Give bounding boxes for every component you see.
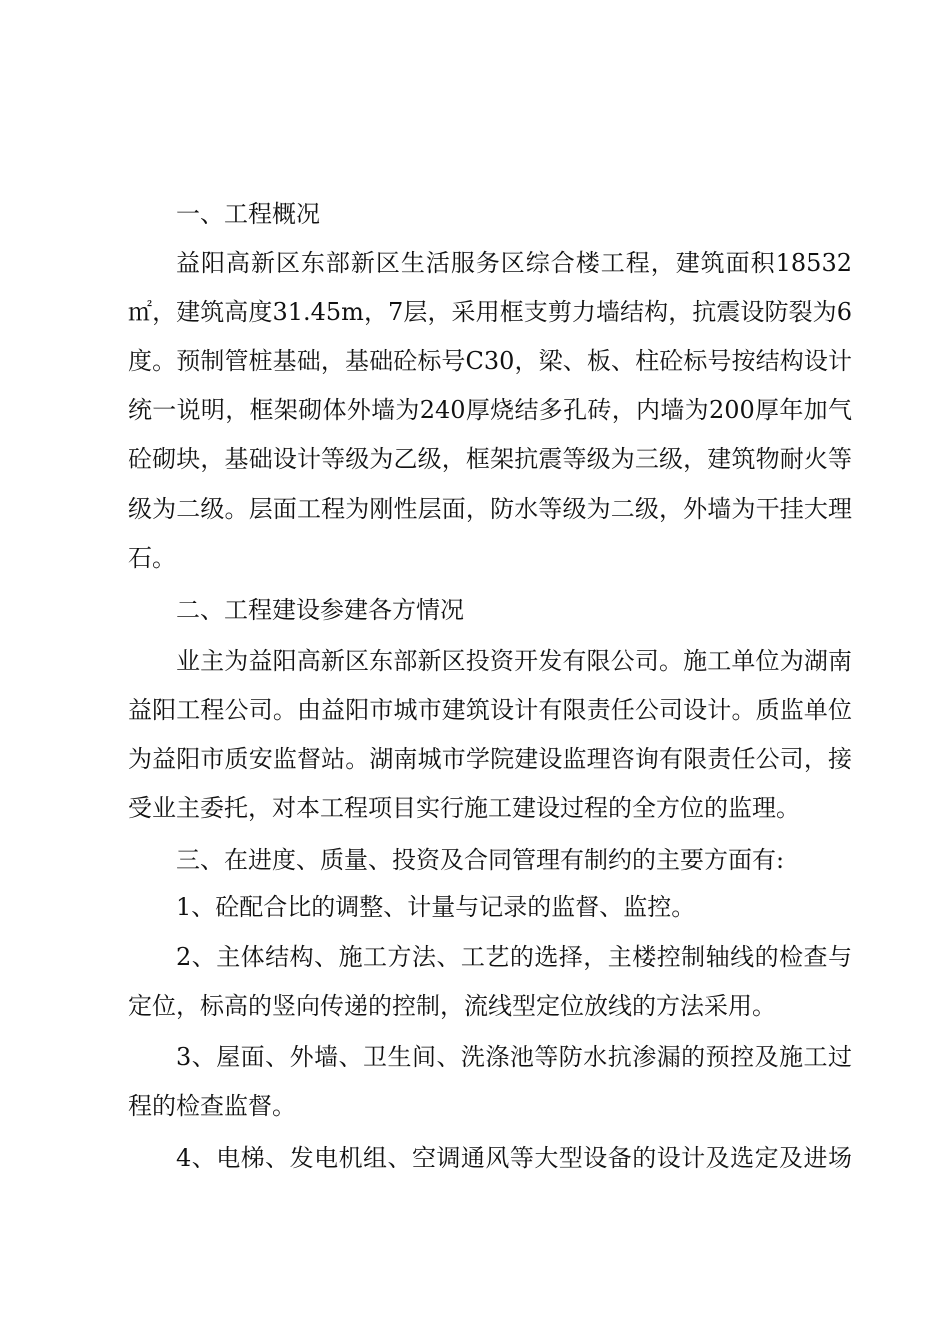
list-item: 2、主体结构、施工方法、工艺的选择，主楼控制轴线的检查与 <box>176 943 852 971</box>
paragraph-line: 统一说明，框架砌体外墙为240厚烧结多孔砖，内墙为200厚年加气 <box>128 396 852 424</box>
paragraph-line: 级为二级。层面工程为刚性层面，防水等级为二级，外墙为干挂大理 <box>128 495 852 523</box>
paragraph-line: 为益阳市质安监督站。湖南城市学院建设监理咨询有限责任公司，接 <box>128 745 852 773</box>
list-item-continuation: 程的检查监督。 <box>128 1092 296 1120</box>
list-item-continuation: 定位，标高的竖向传递的控制，流线型定位放线的方法采用。 <box>128 992 776 1020</box>
paragraph-line: 受业主委托，对本工程项目实行施工建设过程的全方位的监理。 <box>128 794 800 822</box>
paragraph-line: 砼砌块，基础设计等级为乙级，框架抗震等级为三级，建筑物耐火等 <box>128 445 852 473</box>
list-item: 3、屋面、外墙、卫生间、洗涤池等防水抗渗漏的预控及施工过 <box>176 1043 852 1071</box>
paragraph-line: 业主为益阳高新区东部新区投资开发有限公司。施工单位为湖南 <box>176 647 852 675</box>
section-1-heading: 一、工程概况 <box>176 200 320 228</box>
paragraph-line: ㎡，建筑高度31.45m，7层，采用框支剪力墙结构，抗震设防裂为6 <box>128 298 852 326</box>
paragraph-line: 石。 <box>128 544 176 572</box>
paragraph-line: 益阳高新区东部新区生活服务区综合楼工程，建筑面积18532 <box>176 249 852 277</box>
paragraph-line: 度。预制管桩基础，基础砼标号C30，梁、板、柱砼标号按结构设计 <box>128 347 852 375</box>
section-2-heading: 二、工程建设参建各方情况 <box>176 596 464 624</box>
list-item: 4、电梯、发电机组、空调通风等大型设备的设计及选定及进场 <box>176 1144 852 1172</box>
list-item: 1、砼配合比的调整、计量与记录的监督、监控。 <box>176 893 696 921</box>
paragraph-line: 益阳工程公司。由益阳市城市建筑设计有限责任公司设计。质监单位 <box>128 696 852 724</box>
section-3-heading: 三、在进度、质量、投资及合同管理有制约的主要方面有: <box>176 846 785 874</box>
